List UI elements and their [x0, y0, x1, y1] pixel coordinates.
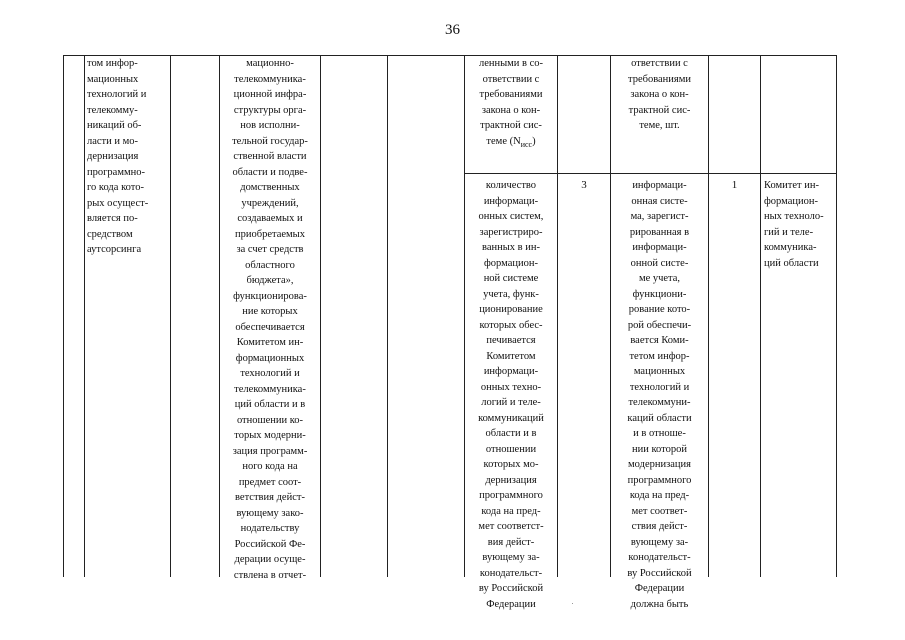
cell-indicator-description: мационно- телекоммуника- ционной инфра- структуры орга- нов исполни- тельной государ- ственной власти области и подве- домственных учреждений, создаваемых и приобретаемых за счет средств областного бюджета», функционирова- ние которых обеспечивается Комитетом ин- формационных технологий и телекоммуника- ций области и в отношении ко- торых модерни- зация программ- ного кода на предмет соот- ветствия дейст- вующему зако- нодательству Российской Фе- дерации осуще- ствлена в отчет-	[232, 58, 308, 581]
column-border	[760, 55, 761, 577]
cell-count-of-systems: количество информаци- онных систем, зарегистриро- ванных в ин- формацион- ной системе учета, функ- ционирование которых обес- печивается Комитетом информаци- онных техно- логий и теле- коммуникаций области и в отношении которых мо- дернизация программного кода на пред- мет соответст- вия дейст- вующему за- конодательст- ву Российской Федерации	[478, 180, 544, 610]
cell-formula-header: ленными в со- ответствии с требованиями закона о кон- трактной сис- теме $(N_{исс})$	[478, 58, 544, 149]
column-border	[320, 55, 321, 577]
cell-target-value: 1	[731, 179, 738, 191]
column-border	[387, 55, 388, 577]
column-border	[219, 55, 220, 577]
column-border	[836, 55, 837, 577]
page-number: 36	[445, 22, 460, 38]
column-border	[708, 55, 709, 577]
cell-base-value: 3	[581, 179, 587, 191]
column-border	[63, 55, 64, 577]
scan-speck	[572, 603, 573, 604]
cell-unit-description: ответствии с требованиями закона о кон- трактной сис- теме, шт.	[627, 58, 692, 131]
column-border	[84, 55, 85, 577]
continuation-table	[63, 55, 837, 610]
row-divider	[464, 173, 837, 174]
cell-target-description: информаци- онная систе- ма, зарегист- рированная в информаци- онной систе- ме учета, функциони- рование кото- рой обеспечи- вается Коми- тетом инфор- мационных технологий и телекоммуни- каций области и в отноше- нии которой модернизация программного кода на пред- мет соответ- ствия дейст- вующему за- конодательст- ву Российской Федерации должна быть	[627, 180, 692, 610]
column-border	[170, 55, 171, 577]
table-top-border	[63, 55, 837, 56]
cell-department-purpose: том инфор- мационных технологий и телекомму- никаций об- ласти и мо- дернизация программно- го кода кото- рых осущест- вляется по- средством аутсорсинга	[87, 58, 149, 255]
cell-responsible-body: Комитет ин- формацион- ных техноло- гий и теле- коммуника- ций области	[764, 180, 824, 269]
column-border	[557, 55, 558, 577]
